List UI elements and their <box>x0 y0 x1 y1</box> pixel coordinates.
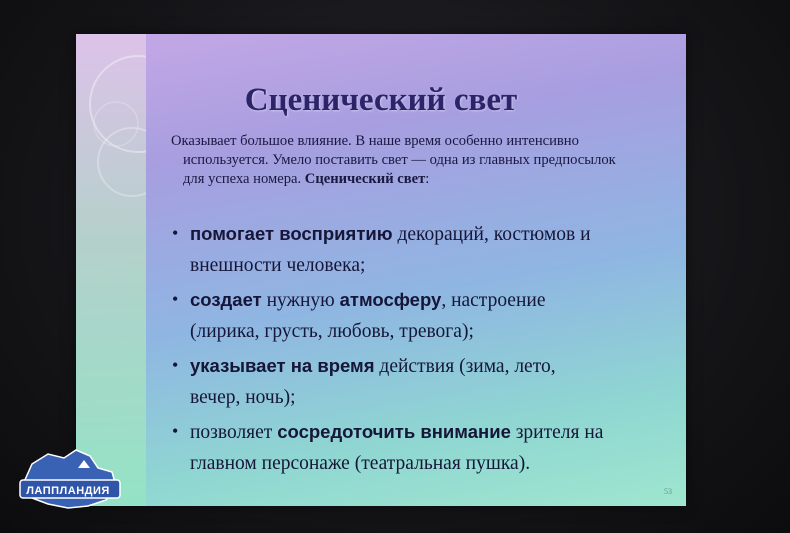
bullet-dot-icon: • <box>172 289 179 309</box>
intro-line: используется. Умело поставить свет — одна из главных предпосылок <box>183 152 616 168</box>
bullet-text: декораций, костюмов и <box>392 224 591 245</box>
bullet-item <box>172 218 672 281</box>
bullet-dot-icon: • <box>172 223 179 243</box>
bullet-bold: указывает на время <box>190 355 375 376</box>
bullet-row: внешности человека; <box>190 255 366 276</box>
bullet-item <box>172 284 672 347</box>
intro-line: Оказывает большое влияние. В наше время особенно интенсивно <box>171 133 579 149</box>
bullet-bold: атмосферу <box>339 289 442 310</box>
slide-title: Сценический свет <box>244 82 518 118</box>
bullet-row: вечер, ночь); <box>190 387 296 408</box>
bullet-row: (лирика, грусть, любовь, тревога); <box>190 321 474 342</box>
bullet-text: зрителя на <box>510 422 604 443</box>
bullet-text: , настроение <box>441 290 546 311</box>
intro-line <box>171 170 671 189</box>
bullet-bold: помогает восприятию <box>190 223 393 244</box>
logo-text: ЛАППЛАНДИЯ <box>26 485 110 497</box>
bullet-text: нужную <box>261 290 340 311</box>
intro-text: для успеха номера. <box>183 171 305 187</box>
slide-page-number: 53 <box>664 487 672 496</box>
bullet-text: позволяет <box>190 422 278 443</box>
bullet-item <box>172 350 672 413</box>
watermark-logo <box>18 446 122 512</box>
bullet-row <box>190 218 672 250</box>
intro-bold-term: Сценический свет <box>304 171 426 187</box>
bullet-row <box>190 416 672 448</box>
bullet-bold: сосредоточить внимание <box>277 421 511 442</box>
bullet-dot-icon: • <box>172 355 179 375</box>
bullet-row <box>190 350 672 382</box>
bullet-list <box>172 218 672 482</box>
bullet-row: главном персонаже (театральная пушка). <box>190 453 531 474</box>
bullet-row <box>190 284 672 316</box>
map-silhouette-icon <box>18 446 122 512</box>
intro-paragraph <box>171 132 671 189</box>
projected-slide <box>76 34 686 506</box>
bullet-dot-icon: • <box>172 421 179 441</box>
bullet-bold: создает <box>190 289 262 310</box>
bullet-text: действия (зима, лето, <box>374 356 556 377</box>
intro-colon: : <box>425 171 430 187</box>
bullet-item <box>172 416 672 479</box>
